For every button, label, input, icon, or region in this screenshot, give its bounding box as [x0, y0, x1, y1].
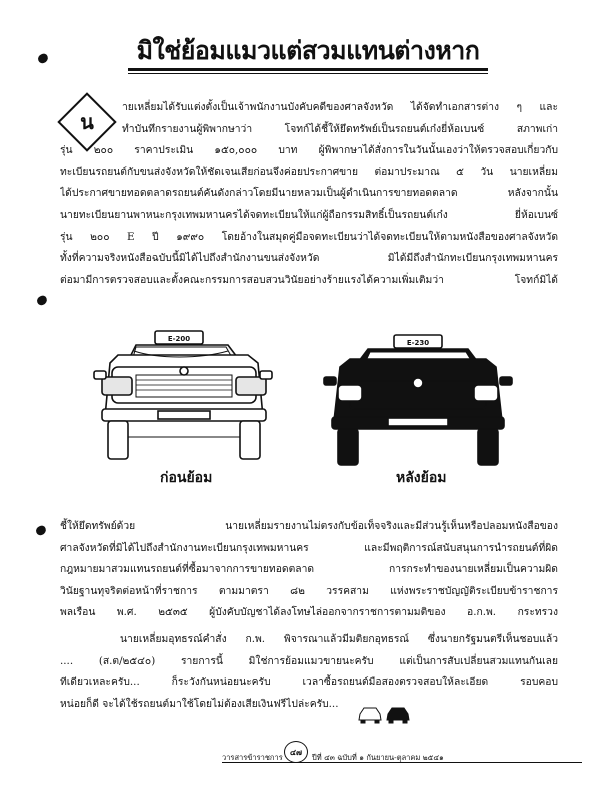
footer-publication: วารสารข้าราชการ	[222, 753, 283, 762]
paragraph-line: พลเรือน พ.ศ. ๒๕๓๕ ผู้บังคับบัญชาได้ลงโทษไล่ออกจากราชการตามมติของ อ.ก.พ. กระทรวง	[60, 606, 558, 619]
mini-car-icon	[356, 706, 412, 724]
article-title: มิใช่ย้อมแมวแต่สวมแทนต่างหาก	[136, 36, 480, 65]
paragraph-line: นายทะเบียนยานพาหนะกรุงเทพมหานครได้จดทะเบียนให้แก่ผู้ถือกรรมสิทธิ์เป็นรถยนต์เก๋ง ยี่ห้อเบนซ์	[60, 208, 558, 221]
page-number: ๔๗	[284, 741, 308, 763]
paragraph-line: ศาลจังหวัดที่มิได้ไปถึงสำนักงานทะเบียนกรุงเทพมหานคร และมีพฤติการณ์สนับสนุนการนำรถยนต์ที่ผิด	[60, 541, 558, 554]
plate-before: E-200	[167, 335, 191, 343]
paragraph-line: รุ่น ๒๐๐ ราคาประเมิน ๑๕๐,๐๐๐ บาท ผู้พิพากษาได้สั่งการในวันนั้นเองว่าให้ตรวจสอบเกี่ยวกับ	[60, 144, 558, 157]
margin-bullet-lower	[35, 525, 47, 537]
paragraph-3	[60, 629, 558, 715]
car-illustration	[88, 325, 518, 495]
caption-after: หลังย้อม	[396, 470, 447, 486]
paragraph-2	[60, 516, 558, 624]
paragraph-line: วินัยฐานทุจริตต่อหน้าที่ราชการ ตามมาตรา ๘๒ วรรคสาม แห่งพระราชบัญญัติระเบียบข้าราชการ	[60, 584, 558, 597]
footer-issue: ปีที่ ๔๓ ฉบับที่ ๑ กันยายน-ตุลาคม ๒๕๔๑	[312, 753, 444, 762]
paragraph-line: ทีเดียวเหละครับ... ก็ระวังกันหน่อยนะครับ เวลาซื้อรถยนต์มือสองตรวจสอบให้ละเอียด รอบคอบ	[60, 676, 558, 689]
paragraph-line: ทำบันทึกรายงานผู้พิพากษาว่า โจทก์ได้ชี้ให้ยึดทรัพย์เป็นรถยนต์เก๋งยี่ห้อเบนซ์ สภาพเก่า	[122, 122, 558, 135]
paragraph-line: ายเหลี่ยมได้รับแต่งตั้งเป็นเจ้าพนักงานบังคับคดีของศาลจังหวัด ได้จัดทำเอกสารต่าง ๆ และ	[122, 101, 558, 113]
article-header	[128, 36, 488, 74]
paragraph-line: ชี้ให้ยึดทรัพย์ด้วย นายเหลี่ยมรายงานไม่ตรงกับข้อเท็จจริงและมีส่วนรู้เห็นหรือปลอมหนังสือของ	[60, 520, 558, 532]
paragraph-line: ได้ประกาศขายทอดตลาดรถยนต์คันดังกล่าวโดยมีนายหลวมเป็นผู้ดำเนินการขายทอดตลาด หลังจากนั้น	[60, 187, 558, 200]
paragraph-line: .... (ส.ต/๒๕๔๐) รายการนี้ มิใช่การย้อมแมวขายนะครับ แต่เป็นการสับเปลี่ยนสวมแทนกันเลย	[60, 654, 558, 667]
drop-cap-letter: น	[80, 110, 94, 134]
paragraph-line: ทั้งที่ความจริงหนังสือฉบับนี้มิได้ไปถึงสำนักงานขนส่งจังหวัด มิได้มีถึงสำนักทะเบียนกรุงเทพมหานคร	[60, 252, 558, 265]
paragraph-line: ทะเบียนรถยนต์กับขนส่งจังหวัดให้ชัดเจนเสียก่อนจึงค่อยประกาศขาย ต่อมาประมาณ ๕ วัน นายเหลี่ยม	[60, 165, 558, 178]
page-footer	[222, 745, 582, 769]
car-before	[94, 331, 272, 459]
margin-bullet-top	[37, 53, 49, 65]
title-rule-thin	[128, 73, 488, 74]
paragraph-line: หน่อยก็ดี จะได้ใช้รถยนต์มาใช้โดยไม่ต้องเสียเงินฟรีไปล่ะครับ...	[60, 697, 339, 710]
margin-bullet-middle	[36, 295, 48, 307]
title-rule	[128, 68, 488, 71]
paragraph-line: นายเหลี่ยมอุทธรณ์คำสั่ง ก.พ. พิจารณาแล้วมีมติยกอุทธรณ์ ซึ่งนายกรัฐมนตรีเห็นชอบแล้ว	[120, 633, 558, 645]
caption-before: ก่อนย้อม	[160, 470, 213, 486]
plate-after: E-230	[406, 339, 430, 347]
paragraph-line: ต่อมามีการตรวจสอบและตั้งคณะกรรมการสอบสวนวินัยอย่างร้ายแรงได้ความเพิ่มเติมว่า โจทก์มิได้	[60, 273, 558, 286]
mini-cars	[356, 706, 412, 728]
paragraph-line: กฎหมายมาสวมแทนรถยนต์ที่ซื้อมาจากการขายทอดตลาด การกระทำของนายเหลี่ยมเป็นความผิด	[60, 563, 558, 576]
paragraph-1	[60, 97, 558, 291]
car-after	[324, 335, 512, 465]
car-comparison-figure	[88, 325, 518, 495]
paragraph-line: รุ่น ๒๐๐ E ปี ๑๙๙๐ โดยอ้างในสมุดคู่มือจดทะเบียนว่าได้จดทะเบียนให้ตามหนังสือของศาลจังหวัด	[60, 230, 558, 243]
